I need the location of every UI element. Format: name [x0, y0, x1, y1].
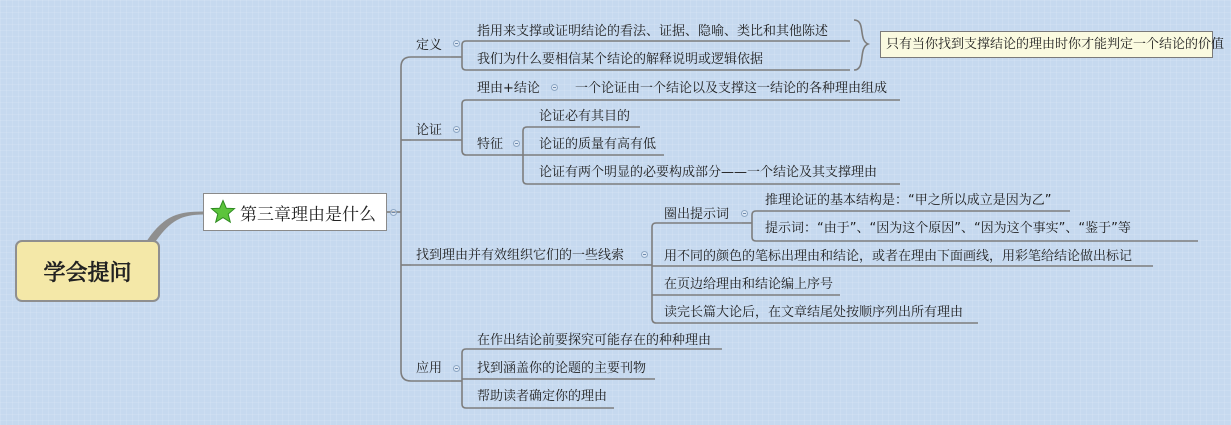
branch-clues[interactable]: 找到理由并有效组织它们的一些线索	[416, 248, 625, 263]
branch-definition[interactable]: 定义	[416, 38, 443, 53]
chapter-title: 第三章理由是什么	[240, 204, 376, 225]
clue-item[interactable]: 用不同的颜色的笔标出理由和结论，或者在理由下面画线，用彩笔给结论做出标记	[664, 249, 1133, 264]
application-item[interactable]: 帮助读者确定你的理由	[477, 389, 608, 404]
definition-item[interactable]: 指用来支撑或证明结论的看法、证据、隐喻、类比和其他陈述	[477, 24, 829, 39]
feature-item[interactable]: 论证必有其目的	[539, 109, 631, 124]
root-topic[interactable]: 学会提问	[15, 240, 160, 302]
argument-formula-desc[interactable]: 一个论证由一个结论以及支撑这一结论的各种理由组成	[575, 81, 888, 96]
chapter-topic[interactable]	[203, 193, 387, 231]
definition-item[interactable]: 我们为什么要相信某个结论的解释说明或逻辑依据	[477, 52, 764, 67]
collapse-toggle[interactable]	[641, 251, 648, 258]
clue-item[interactable]: 在页边给理由和结论编上序号	[664, 277, 834, 292]
collapse-toggle[interactable]	[551, 84, 558, 91]
branch-argument[interactable]: 论证	[416, 123, 443, 138]
argument-features[interactable]: 特征	[477, 137, 504, 152]
collapse-toggle[interactable]	[453, 365, 460, 372]
circle-item[interactable]: 推理论证的基本结构是：“甲之所以成立是因为乙”	[765, 193, 1052, 208]
feature-item[interactable]: 论证有两个明显的必要构成部分——一个结论及其支撑理由	[539, 165, 878, 180]
clue-item[interactable]: 读完长篇大论后，在文章结尾处按顺序列出所有理由	[664, 305, 964, 320]
collapse-toggle[interactable]	[453, 40, 460, 47]
collapse-toggle[interactable]	[741, 210, 748, 217]
feature-item[interactable]: 论证的质量有高有低	[539, 137, 657, 152]
circle-item[interactable]: 提示词：“由于”、“因为这个原因”、“因为这个事实”、“鉴于”等	[765, 221, 1131, 236]
application-item[interactable]: 找到涵盖你的论题的主要刊物	[477, 361, 647, 376]
application-item[interactable]: 在作出结论前要探究可能存在的种种理由	[477, 333, 712, 348]
collapse-toggle[interactable]	[453, 126, 460, 133]
argument-formula[interactable]: 理由+结论	[477, 81, 540, 96]
star-icon	[210, 199, 236, 225]
clue-circle-keywords[interactable]: 圈出提示词	[664, 207, 730, 222]
collapse-toggle[interactable]	[513, 140, 520, 147]
branch-application[interactable]: 应用	[416, 361, 443, 376]
definition-note[interactable]: 只有当你找到支撑结论的理由时你才能判定一个结论的价值	[880, 31, 1213, 58]
collapse-toggle[interactable]	[390, 209, 397, 216]
